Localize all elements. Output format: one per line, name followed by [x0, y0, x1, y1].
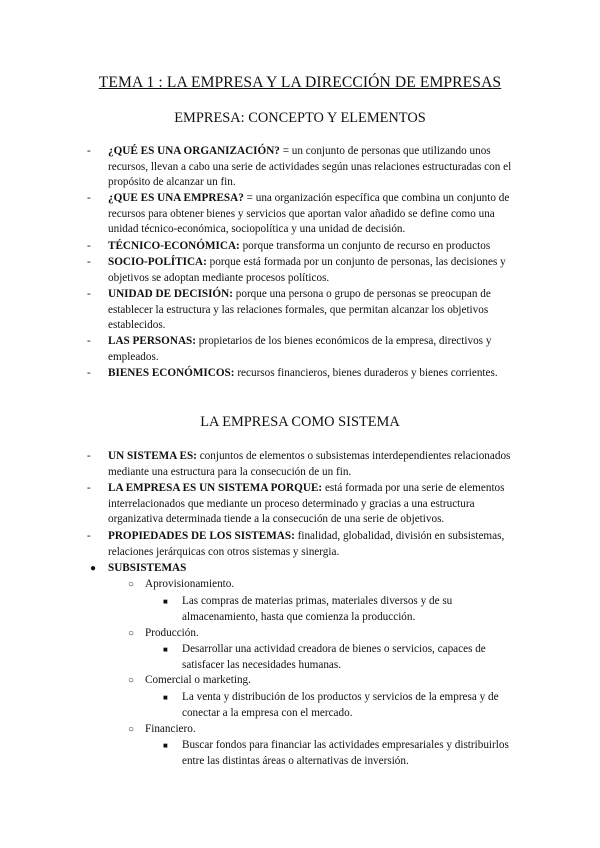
term: LAS PERSONAS:	[108, 335, 196, 347]
list-item	[87, 287, 522, 334]
definition: está formada por una serie de elementos interrelacionados que mediante un proceso determinado y gracias a una estructura organizativa determinada tiende a la consecución de una serie de objetivos.	[108, 482, 505, 526]
circle-marker: ○	[128, 724, 135, 735]
circle-marker: ○	[128, 579, 135, 590]
list-item: - ¿QUÉ ES UNA ORGANIZACIÓN? = un conjunto de personas que utilizando unos recursos, llevan a cabo una serie de actividades según unas relaciones estructuradas con el propósito de alcanzar un fin.	[87, 145, 512, 189]
definition: porque está formada por un conjunto de personas, las decisiones y objetivos se adoptan mediante procesos políticos.	[108, 256, 506, 284]
section-heading-empresa: EMPRESA: CONCEPTO Y ELEMENTOS	[174, 110, 426, 126]
subsistema-detail: ■ Desarrollar una actividad creadora de bienes o servicios, capaces de satisfacer las necesidades humanas.	[163, 643, 486, 671]
definition: conjuntos de elementos o subsistemas interdependientes relacionados mediante una estructura para la consecución de un fin.	[108, 450, 511, 478]
subsistema-name: ○ Aprovisionamiento.	[145, 577, 525, 593]
list-item: - ¿QUE ES UNA EMPRESA? = una organización específica que combina un conjunto de recursos para obtener bienes y servicios que aportan valor añadido se define como una unidad técnico-económica, sociopolítica y una unidad de decisión.	[87, 192, 510, 236]
dash-marker: -	[87, 482, 91, 494]
subsistema-detail: ■ Las compras de materias primas, materiales diversos y de su almacenamiento, hasta que comienza la producción.	[163, 595, 453, 623]
term: LA EMPRESA ES UN SISTEMA PORQUE:	[108, 482, 323, 494]
definition: recursos financieros, bienes duraderos y bienes corrientes.	[237, 367, 498, 379]
dash-marker: -	[87, 256, 91, 268]
term: ¿QUÉ ES UNA ORGANIZACIÓN?	[108, 145, 280, 157]
square-marker: ■	[163, 741, 168, 750]
section-heading-sistema: LA EMPRESA COMO SISTEMA	[200, 414, 400, 430]
term: BIENES ECONÓMICOS:	[108, 367, 235, 379]
list-item	[87, 255, 522, 286]
list-item	[87, 366, 522, 382]
term: SOCIO-POLÍTICA:	[108, 256, 207, 268]
term: ¿QUE ES UNA EMPRESA?	[108, 192, 244, 204]
list-item	[87, 481, 524, 528]
list-item	[87, 449, 522, 480]
dash-marker: -	[87, 288, 91, 300]
definition: porque transforma un conjunto de recurso en productos	[242, 240, 491, 252]
circle-marker: ○	[128, 675, 135, 686]
dash-marker: -	[87, 530, 91, 542]
dash-marker: -	[87, 450, 91, 462]
term: UN SISTEMA ES:	[108, 450, 197, 462]
list-item	[87, 239, 528, 255]
term: TÉCNICO-ECONÓMICA:	[108, 240, 240, 252]
document-title: TEMA 1 : LA EMPRESA Y LA DIRECCIÓN DE EMPRESAS	[98, 74, 502, 91]
square-marker: ■	[163, 693, 168, 702]
subsistemas-heading: ● SUBSISTEMAS	[108, 561, 522, 577]
subsistema-name: ○ Producción.	[145, 626, 525, 642]
square-marker: ■	[163, 597, 168, 606]
dash-marker: -	[87, 145, 91, 157]
list-item	[87, 334, 528, 365]
circle-marker: ○	[128, 628, 135, 639]
bullet-marker: ●	[90, 563, 97, 574]
definition: porque una persona o grupo de personas se preocupan de establecer la estructura y las relaciones formales, que permitan alcanzar los objetivos establecidos.	[108, 288, 491, 332]
definition: propietarios de los bienes económicos de la empresa, directivos y empleados.	[108, 335, 492, 363]
subsistema-detail: ■ Buscar fondos para financiar las actividades empresariales y distribuirlos entre las distintas áreas o alternativas de inversión.	[163, 739, 509, 767]
term: UNIDAD DE DECISIÓN:	[108, 288, 233, 300]
dash-marker: -	[87, 335, 91, 347]
subsistema-name: ○ Financiero.	[145, 722, 525, 738]
square-marker: ■	[163, 645, 168, 654]
dash-marker: -	[87, 367, 91, 379]
subsistema-detail: ■ La venta y distribución de los productos y servicios de la empresa y de conectar a la empresa con el mercado.	[163, 691, 499, 719]
list-item	[87, 529, 522, 560]
definition: una organización específica que combina un conjunto de recursos para obtener bienes y servicios que aportan valor añadido se define como una unidad técnico-económica, sociopolítica y una unidad de decisión.	[108, 192, 510, 236]
term: PROPIEDADES DE LOS SISTEMAS:	[108, 530, 295, 542]
subsistema-name: ○ Comercial o marketing.	[145, 673, 525, 689]
definition: un conjunto de personas que utilizando unos recursos, llevan a cabo una serie de actividades según unas relaciones estructuradas con el propósito de alcanzar un fin.	[108, 145, 512, 189]
definition: finalidad, globalidad, división en subsistemas, relaciones jerárquicas con otros sistemas y sinergia.	[108, 530, 505, 558]
dash-marker: -	[87, 240, 91, 252]
dash-marker: -	[87, 192, 91, 204]
